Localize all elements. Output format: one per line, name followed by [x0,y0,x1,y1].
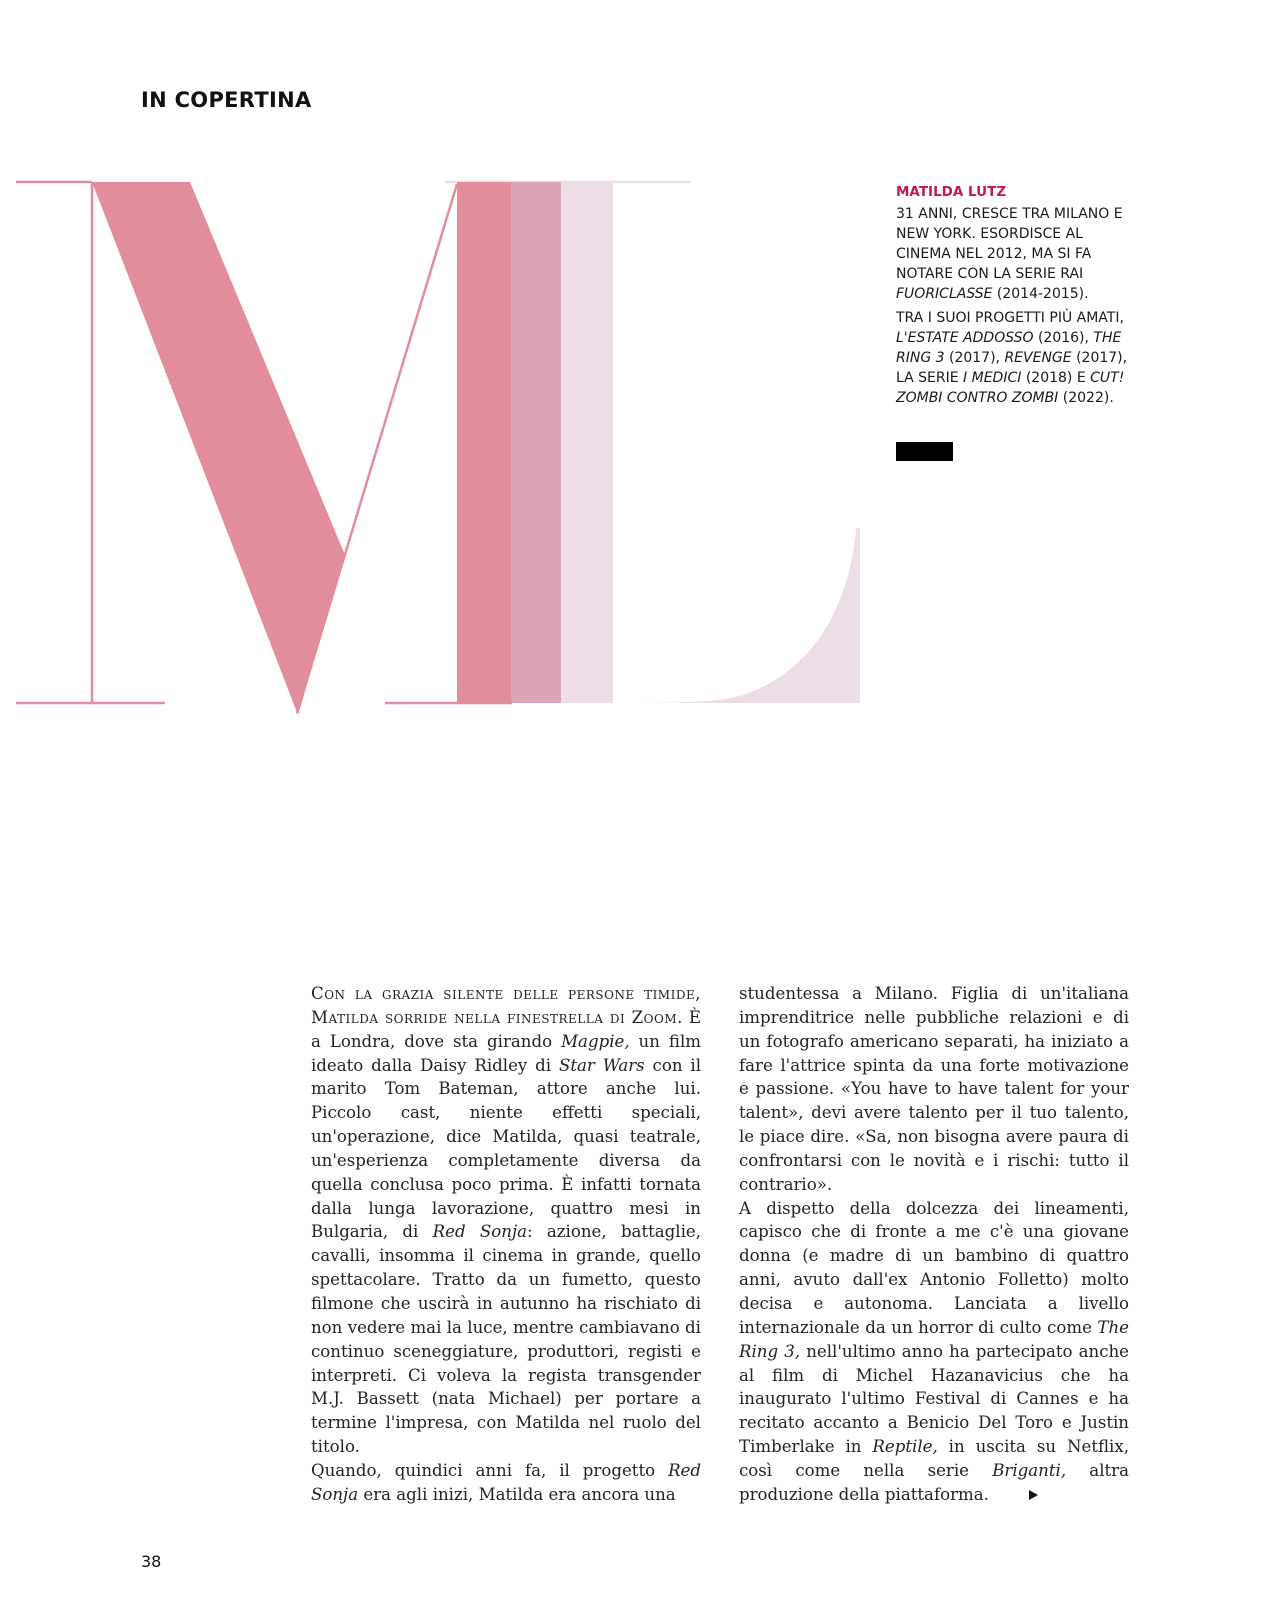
film-title: Briganti, [992,1460,1067,1480]
film-year: (2018) E [1021,370,1091,386]
article-text: con il marito Tom Bateman, attore anche lui. Piccolo cast, niente effetti speciali, un'operazione, dice Matilda, quasi teatrale, un'esperienza completamente diversa da quella conclusa poco prima. È infatti tornata dalla lunga lavorazione, quattro mesi in Bulgaria, di [311,1055,702,1242]
article-paragraph [311,982,701,1459]
profile-bio [896,204,1141,304]
film-title: Magpie, [561,1031,630,1051]
bio-title: FUORICLASSE [896,286,993,302]
section-label: IN COPERTINA [141,88,312,112]
page-number: 38 [141,1552,162,1571]
bio-text: 31 ANNI, CRESCE TRA MILANO E NEW YORK. ESORDISCE AL CINEMA NEL 2012, MA SI FA NOTARE CON LA SERIE RAI [896,206,1123,282]
film-title: Red Sonja [432,1222,528,1242]
film-year: (2017), LA SERIE [896,350,1128,386]
article-text: altra produzione della piattaforma. [739,1460,1129,1504]
film-title: Star Wars [558,1055,645,1075]
redaction-bar [896,442,953,461]
film-title: L'ESTATE ADDOSSO [896,330,1034,346]
article-text: A dispetto della dolcezza dei lineamenti, capisco che di fronte a me c'è una giovane donna (e madre di un bambino di quattro anni, avuto dall'ex Antonio Folletto) molto decisa e autonoma. Lanciata a livello internazionale da un horror di culto come [739,1198,1129,1337]
film-year: (2022). [1058,390,1114,406]
profile-sidebar [896,182,1141,412]
article-text: era agli inizi, Matilda era ancora una [358,1484,676,1504]
article-text: in uscita su Netflix, così come nella serie [739,1437,1129,1480]
article-text: Quando, quindici anni fa, il progetto [311,1460,669,1480]
article-column-left [311,982,701,1507]
profile-name: MATILDA LUTZ [896,184,1007,200]
article-paragraph [311,1459,701,1507]
article-text: È a Londra, dove sta girando [311,1007,701,1051]
film-title: I MEDICI [963,370,1022,386]
article-lead: Con la grazia silente delle persone timide, Matilda sorride nella finestrella di Zoom. [311,984,701,1027]
film-year: (2016), [1033,330,1094,346]
bio-year: (2014-2015). [992,286,1089,302]
profile-projects [896,308,1141,408]
article-text: : azione, battaglie, cavalli, insomma il cinema in grande, quello spettacolare. Tratto da un fumetto, questo filmone che uscirà in autunno ha rischiato di non vedere mai la luce, mentre cambiavano di continuo sceneggiature, produttori, registi e interpreti. Ci voleva la regista transgender M.J. Bassett (nata Michael) per portare a termine l'impresa, con Matilda nel ruolo del titolo. [311,1222,702,1457]
article-paragraph [739,1197,1129,1507]
l-stem-mauve [510,182,561,703]
film-title: CUT! ZOMBI CONTRO ZOMBI [896,370,1125,406]
ml-monogram [0,160,880,730]
projects-intro: TRA I SUOI PROGETTI PIÙ AMATI, [896,310,1124,326]
article-text: nell'ultimo anno ha partecipato anche al film di Michel Hazanavicius che ha inaugurato l'ultimo Festival di Cannes e ha recitato accanto a Benicio Del Toro e Justin Timberlake in [739,1341,1130,1457]
film-title: REVENGE [1004,350,1072,366]
article-column-right [739,982,1129,1507]
continue-arrow-icon [1029,1490,1038,1500]
film-title: Red Sonja [311,1460,701,1504]
film-year: (2017), [944,350,1005,366]
film-title: The Ring 3, [739,1317,1129,1361]
l-stem-pink [385,182,512,703]
film-title: Reptile, [872,1437,938,1457]
film-title: THE RING 3 [896,330,1122,366]
m-letter [16,182,457,715]
article-paragraph: studentessa a Milano. Figlia di un'italiana imprenditrice nelle pubbliche relazioni e di un fotografo americano separati, ha iniziato a fare l'attrice spinta da una forte motivazione e passione. «You have to have talent for your talent», devi avere talento per il tuo talento, le piace dire. «Sa, non bisogna avere paura di confrontarsi con le novità e i rischi: tutto il contrario». [739,984,1129,1194]
article-text: un film ideato dalla Daisy Ridley di [311,1031,701,1075]
